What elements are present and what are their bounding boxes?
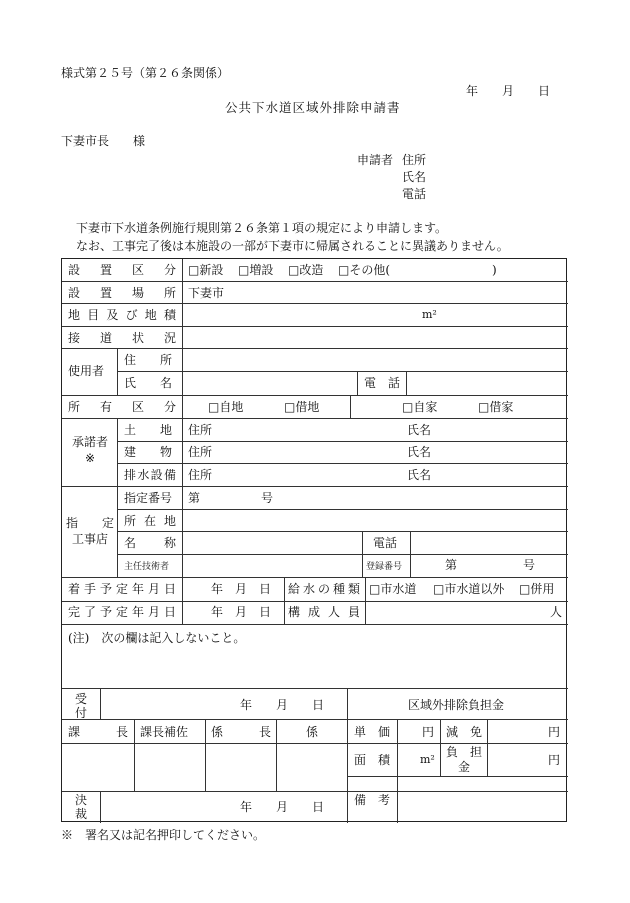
consent-land-label: 土地	[124, 423, 172, 437]
applicant-phone-label: 電話	[402, 187, 427, 201]
staff-label: 係	[306, 725, 319, 739]
contractor-location-label: 所在地	[124, 514, 176, 528]
body-text-2: なお、工事完了後は本施設の一部が下妻市に帰属されることに異議ありません。	[76, 239, 509, 253]
own-house-checkbox[interactable]: □自家	[402, 400, 438, 414]
consent-building-label: 建物	[124, 445, 172, 459]
area-unit: m²	[420, 753, 435, 766]
land-area-unit: m²	[422, 308, 437, 321]
form-number: 様式第２５号（第２６条関係）	[61, 66, 230, 80]
water-both-checkbox[interactable]: □併用	[519, 582, 555, 596]
install-remodel-checkbox[interactable]: □改造	[288, 263, 324, 277]
install-type-label: 設置区分	[68, 263, 176, 277]
members-label: 構成人員	[288, 605, 360, 619]
leased-land-checkbox[interactable]: □借地	[284, 400, 320, 414]
consent-building-address[interactable]: 住所	[188, 445, 213, 459]
fee-title: 区域外排除負担金	[408, 698, 505, 712]
form-title: 公共下水道区域外排除申請書	[225, 100, 401, 115]
contractor-name-label: 名称	[124, 536, 176, 550]
contractor-label-1: 指 定	[65, 516, 114, 530]
contractor-number-label: 指定番号	[124, 491, 173, 505]
applicant-address-label: 住所	[402, 153, 427, 167]
user-label: 使用者	[68, 364, 105, 378]
consent-drain-name[interactable]: 氏名	[407, 468, 432, 482]
burden-label-2: 金	[457, 760, 470, 774]
area-label: 面 積	[354, 753, 391, 767]
registration-label: 登録番号	[366, 562, 403, 572]
land-area-label: 地目及び地積	[68, 308, 176, 322]
body-text-1: 下妻市下水道条例施行規則第２６条第１項の規定により申請します。	[76, 221, 448, 235]
consent-mark: ※	[84, 451, 96, 465]
user-name-label: 氏名	[124, 376, 172, 390]
decision-label: 決裁	[74, 793, 87, 821]
install-place-value[interactable]: 下妻市	[188, 286, 225, 300]
consent-drain-address[interactable]: 住所	[188, 468, 213, 482]
consent-land-name[interactable]: 氏名	[407, 423, 432, 437]
own-land-checkbox[interactable]: □自地	[208, 400, 244, 414]
consent-building-name[interactable]: 氏名	[407, 445, 432, 459]
contractor-number-prefix: 第	[188, 491, 201, 505]
contractor-phone-label: 電話	[373, 536, 398, 550]
install-place-label: 設置場所	[68, 286, 176, 300]
consent-land-address[interactable]: 住所	[188, 423, 213, 437]
burden-yen: 円	[548, 753, 561, 767]
receipt-date[interactable]: 年 月 日	[240, 698, 325, 712]
applicant-label: 申請者	[357, 153, 394, 167]
members-unit: 人	[550, 605, 563, 619]
user-phone-label: 電話	[364, 376, 400, 390]
road-status-label: 接道状況	[68, 331, 176, 345]
deputy-chief-label: 課長補佐	[140, 725, 189, 739]
unit-price-yen: 円	[422, 725, 435, 739]
application-form-table	[61, 258, 567, 822]
applicant-name-label: 氏名	[402, 170, 427, 184]
engineer-label: 主任技術者	[124, 562, 170, 572]
exemption-yen: 円	[548, 725, 561, 739]
water-noncity-checkbox[interactable]: □市水道以外	[433, 582, 505, 596]
finish-date-label: 完了予定年月日	[68, 605, 176, 619]
ownership-label: 所有区分	[68, 400, 176, 414]
exemption-label: 減 免	[446, 725, 483, 739]
finish-date-value[interactable]: 年 月 日	[211, 605, 272, 619]
addressee: 下妻市長 様	[61, 134, 146, 148]
start-date-value[interactable]: 年 月 日	[211, 582, 272, 596]
remarks-label: 備 考	[354, 793, 391, 807]
burden-label-1: 負 担	[445, 745, 482, 759]
division-chief-label: 課 長	[68, 725, 128, 739]
start-date-label: 着手予定年月日	[68, 582, 176, 596]
unit-price-label: 単 価	[354, 725, 391, 739]
registration-prefix: 第	[445, 558, 458, 572]
contractor-number-suffix: 号	[261, 491, 274, 505]
install-new-checkbox[interactable]: □新設	[188, 263, 224, 277]
date-fields: 年 月 日	[466, 84, 551, 98]
consent-drain-label: 排水設備	[124, 468, 176, 482]
decision-date[interactable]: 年 月 日	[240, 800, 325, 814]
install-add-checkbox[interactable]: □増設	[238, 263, 274, 277]
footer-note: ※ 署名又は記名押印してください。	[61, 828, 266, 842]
office-use-note: (注) 次の欄は記入しないこと。	[68, 631, 246, 645]
water-type-label: 給水の種類	[288, 582, 360, 596]
consent-label: 承諾者	[71, 435, 108, 449]
leased-house-checkbox[interactable]: □借家	[478, 400, 514, 414]
user-address-label: 住所	[124, 353, 172, 367]
water-city-checkbox[interactable]: □市水道	[369, 582, 417, 596]
install-other-checkbox[interactable]: □その他(	[338, 263, 391, 277]
section-chief-label: 係 長	[211, 725, 271, 739]
registration-suffix: 号	[523, 558, 536, 572]
contractor-label-2: 工事店	[71, 532, 108, 546]
receipt-label: 受付	[74, 692, 87, 720]
install-other-close: )	[492, 263, 497, 277]
